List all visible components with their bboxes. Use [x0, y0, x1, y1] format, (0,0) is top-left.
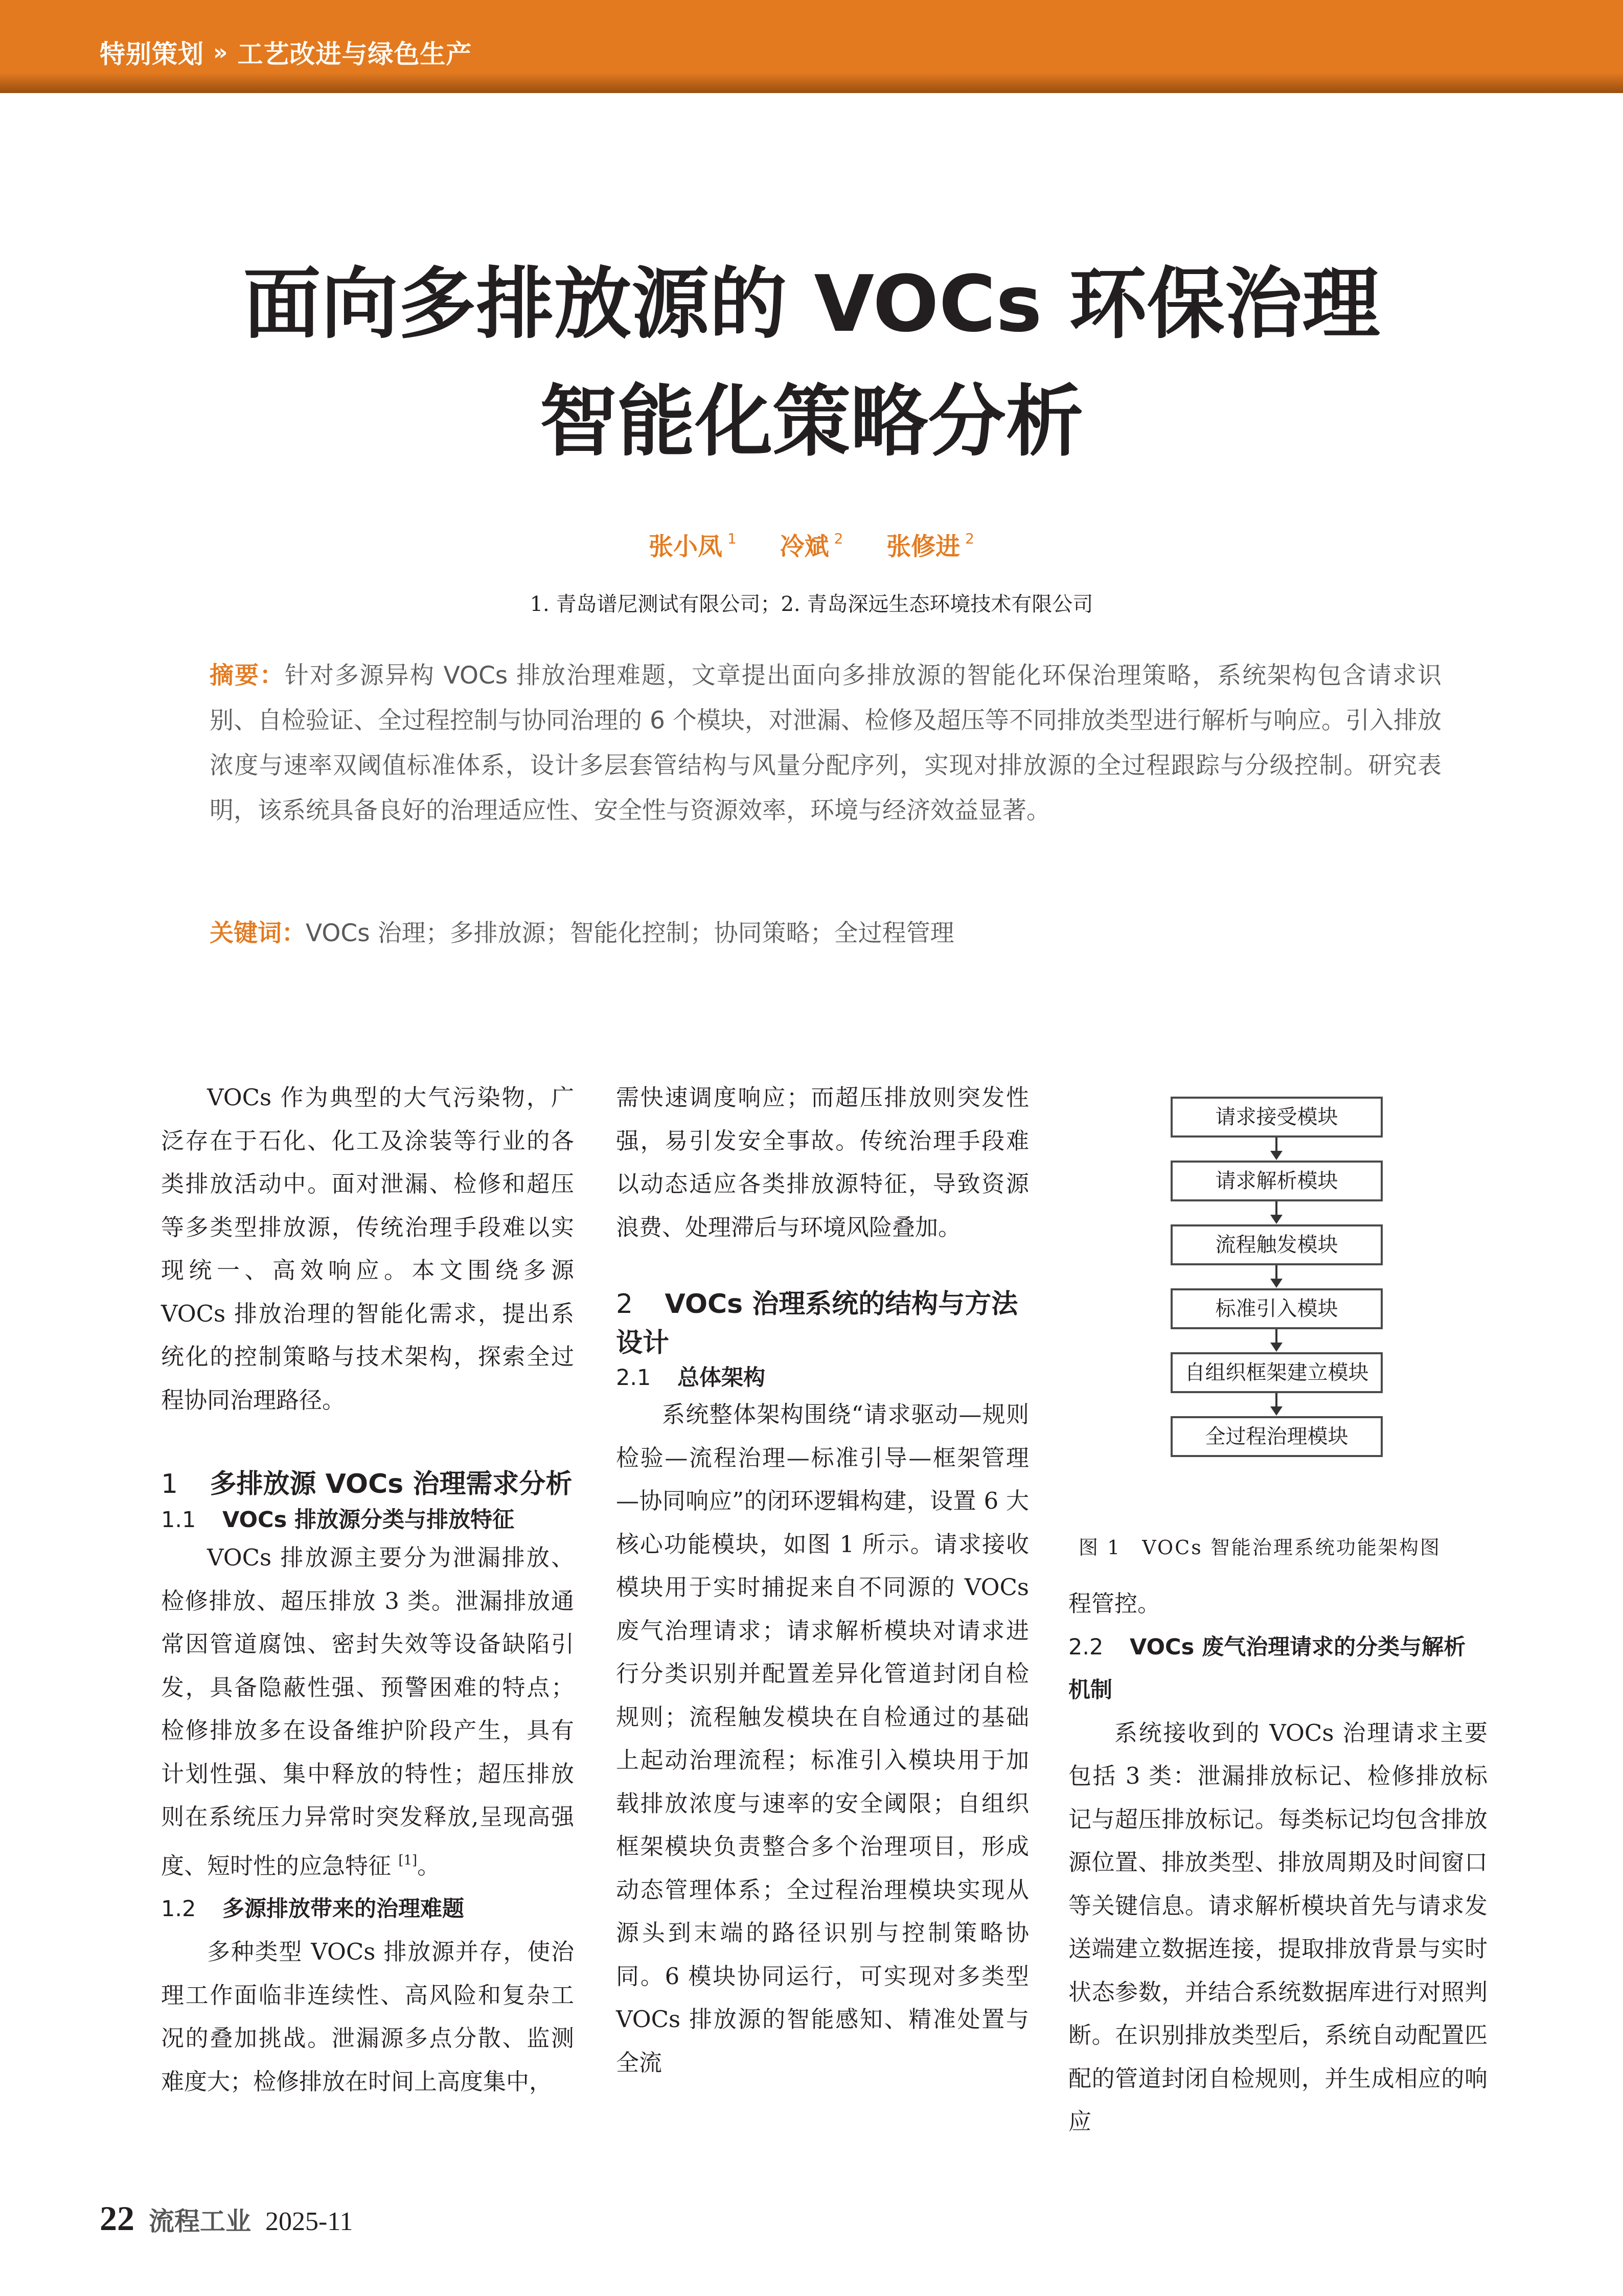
flow-module-process-trigger: 流程触发模块	[1171, 1224, 1383, 1265]
flow-arrow-icon	[1275, 1393, 1277, 1408]
author: 张小凤 $^1$	[649, 530, 737, 561]
paragraph-1-2: 多种类型 VOCs 排放源并存，使治理工作面临非连续性、高风险和复杂工况的叠加挑战。泄漏源多点分散、监测难度大；检修排放在时间上高度集中，	[161, 1938, 574, 2095]
flow-module-full-process: 全过程治理模块	[1171, 1416, 1383, 1457]
section-label: 特别策划	[100, 39, 204, 69]
flow-arrow-icon	[1275, 1201, 1277, 1217]
flow-module-self-organizing-framework: 自组织框架建立模块	[1171, 1352, 1383, 1393]
paragraph-1-2-continued: 需快速调度响应；而超压排放则突发性强，易引发安全事故。传统治理手段难以动态适应各类排放源特征，导致资源浪费、处理滞后与环境风险叠加。	[616, 1084, 1029, 1241]
intro-paragraph: VOCs 作为典型的大气污染物，广泛存在于石化、化工及涂装等行业的各类排放活动中。面对泄漏、检修和超压等多类型排放源，传统治理手段难以实现统一、高效响应。本文围绕多源 VOCs 排放治理的智能化需求，提出系统化的控制策略与技术架构，探索全过程协同治理路径。	[161, 1084, 574, 1414]
paragraph-1-1: VOCs 排放源主要分为泄漏排放、检修排放、超压排放 3 类。泄漏排放通常因管道腐蚀、密封失效等设备缺陷引发，具备隐蔽性强、预警困难的特点；检修排放多在设备维护阶段产生，具有计划性强、集中释放的特性；超压排放则在系统压力异常时突发释放,呈现高强度、短时性的应急特征 [1]。	[161, 1544, 574, 1879]
column-right	[1068, 1076, 1488, 2144]
section-heading-1: 1 多排放源 VOCs 治理需求分析	[161, 1469, 573, 1499]
paragraph-2-1-tail: 程管控。	[1068, 1590, 1161, 1617]
title-line-2: 智能化策略分析	[539, 376, 1084, 467]
abstract	[210, 653, 1442, 833]
figure-1-flowchart	[1068, 1076, 1488, 1582]
column-left	[161, 1076, 574, 2146]
subsection-heading-1-1: 1.1 VOCs 排放源分类与排放特征	[161, 1507, 515, 1533]
topic-label: 工艺改进与绿色生产	[237, 39, 472, 69]
flow-module-request-parse: 请求解析模块	[1171, 1161, 1383, 1201]
paragraph-2-1: 系统整体架构围绕“请求驱动—规则检验—流程治理—标准引导—框架管理—协同响应”的闭环逻辑构建，设置 6 大核心功能模块，如图 1 所示。请求接收模块用于实时捕捉来自不同源的 VOCs 废气治理请求；请求解析模块对请求进行分类识别并配置差异化管道封闭自检规则；流程触发模块在自检通过的基础上起动治理流程；标准引入模块用于加载排放浓度与速率的安全阈限；自组织框架模块负责整合多个治理项目，形成动态管理体系；全过程治理模块实现从源头到末端的路径识别与控制策略协同。6 模块协同运行，可实现对多类型 VOCs 排放源的智能感知、精准处置与全流	[616, 1401, 1029, 2076]
subsection-heading-2-2: 2.2 VOCs 废气治理请求的分类与解析机制	[1068, 1634, 1466, 1703]
column-middle	[616, 1076, 1029, 2084]
abstract-text: 针对多源异构 VOCs 排放治理难题，文章提出面向多排放源的智能化环保治理策略，系统架构包含请求识别、自检验证、全过程控制与协同治理的 6 个模块，对泄漏、检修及超压等不同排放类型进行解析与响应。引入排放浓度与速率双阈值标准体系，设计多层套管结构与风量分配序列，实现对排放源的全过程跟踪与分级控制。研究表明，该系统具备良好的治理适应性、安全性与资源效率，环境与经济效益显著。	[210, 662, 1442, 825]
flow-module-standard-import: 标准引入模块	[1171, 1288, 1383, 1329]
page-footer	[100, 2198, 353, 2239]
figure-caption: 图 1 VOCs 智能治理系统功能架构图	[1079, 1536, 1441, 1559]
section-breadcrumb	[100, 37, 472, 67]
title-line-1: 面向多排放源的 VOCs 环保治理	[243, 259, 1380, 349]
author: 冷斌 $^2$	[780, 530, 843, 561]
flow-arrow-icon	[1275, 1329, 1277, 1345]
flow-arrow-icon	[1275, 1265, 1277, 1281]
flow-module-request-receive: 请求接受模块	[1171, 1097, 1383, 1138]
subsection-heading-1-2: 1.2 多源排放带来的治理难题	[161, 1896, 464, 1922]
journal-name: 流程工业	[149, 2206, 251, 2236]
author-list	[0, 527, 1623, 562]
breadcrumb-separator-icon: »	[213, 39, 228, 65]
article-title	[0, 245, 1623, 481]
affiliations: 1. 青岛谱尼测试有限公司；2. 青岛深远生态环境技术有限公司	[530, 593, 1093, 616]
keywords	[210, 911, 1442, 956]
section-heading-2: 2 VOCs 治理系统的结构与方法设计	[616, 1289, 1018, 1358]
keywords-text: VOCs 治理；多排放源；智能化控制；协同策略；全过程管理	[306, 919, 954, 947]
page-number: 22	[100, 2199, 134, 2238]
issue-date: 2025-11	[265, 2207, 353, 2236]
abstract-label: 摘要：	[210, 662, 285, 690]
flow-arrow-icon	[1275, 1138, 1277, 1153]
author: 张修进 $^2$	[886, 530, 974, 561]
paragraph-2-2: 系统接收到的 VOCs 治理请求主要包括 3 类：泄漏排放标记、检修排放标记与超压排放标记。每类标记均包含排放源位置、排放类型、排放周期及时间窗口等关键信息。请求解析模块首先与请求发送端建立数据连接，提取排放背景与实时状态参数，并结合系统数据库进行对照判断。在识别排放类型后，系统自动配置匹配的管道封闭自检规则，并生成相应的响应	[1068, 1719, 1488, 2135]
subsection-heading-2-1: 2.1 总体架构	[616, 1365, 765, 1391]
keywords-label: 关键词：	[210, 919, 306, 947]
citation-ref[interactable]: [1]	[398, 1852, 418, 1868]
